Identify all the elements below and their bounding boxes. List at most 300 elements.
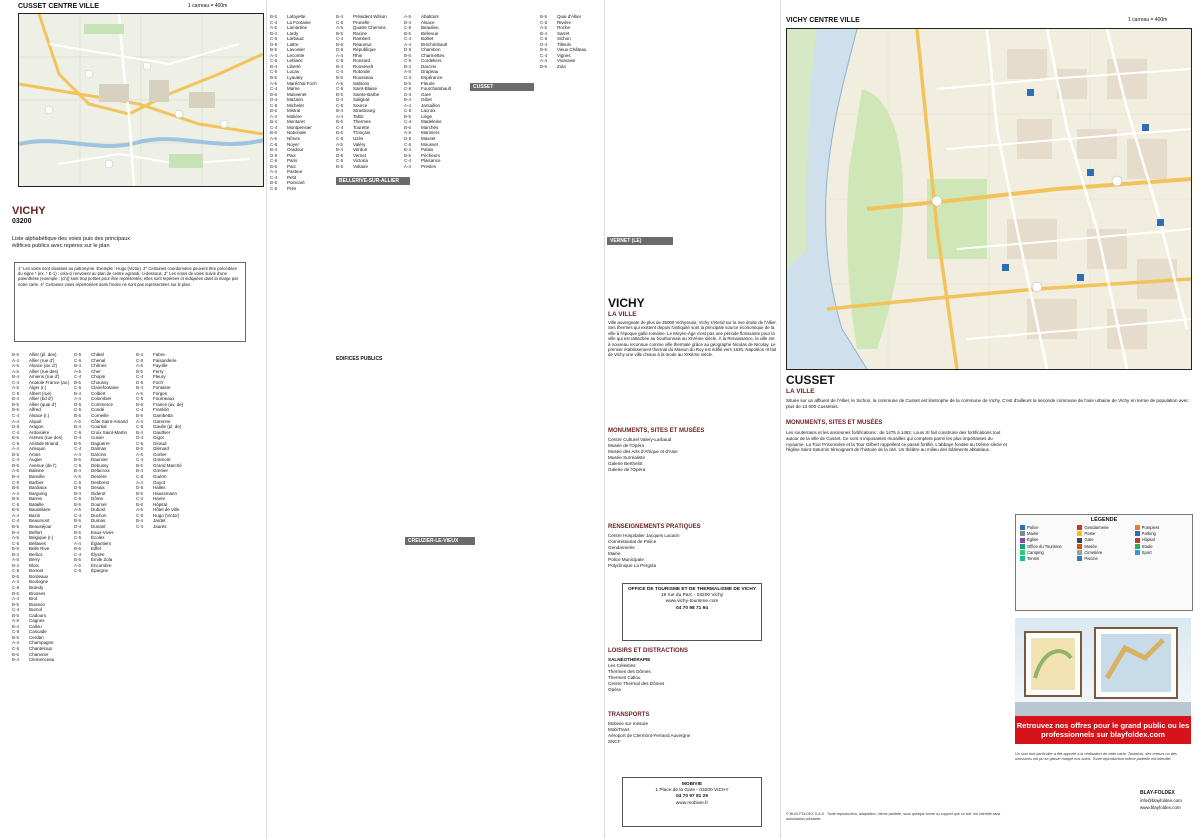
- street-name: Halles: [153, 485, 166, 491]
- grid-ref: B-6: [336, 130, 344, 136]
- street-name: Jarsaillon: [421, 102, 441, 108]
- legend-label: Sport: [1141, 549, 1152, 555]
- grid-ref: C-4: [12, 379, 20, 385]
- index-note: 1° Les voies sont classées au patronyme. Exemple : Hugo (Victor). 2° Certaines coordonnées peuvent être précédées du signe * (ex. * E-1) : cela-ci renvoient au plan de centre agrandi, ci-dessous. 3° Les noms de voies suivis d'une parenthèse (exemple : (ch)) sont trop petites pour être représentés, elles sont repérées et indiquées dans la marge par notre carte. 4° Certaines voies répertoriées dans l'index ne sont pas représentées sur le plan.: [14, 262, 246, 342]
- legend-symbol-icon: [1077, 538, 1082, 543]
- grid-ref: B-5: [12, 590, 20, 596]
- footer-copy: Un soin tout particulier a été apporté à la réalisation de cette carte. Toutefois, des erreurs ou des omissions ont pu se glisser malgré nos soins. Toute reproduction même partielle est interdite.: [1015, 752, 1177, 761]
- street-name: Presles: [421, 163, 437, 169]
- grid-ref: A-5: [74, 507, 82, 513]
- street-name: Maréchal Foch: [287, 80, 317, 86]
- legend-symbol-icon: [1135, 544, 1140, 549]
- index-postcode: 03200: [12, 218, 32, 225]
- grid-ref: A-4: [12, 357, 20, 363]
- street-column-4: [270, 14, 332, 829]
- grid-ref: D-4: [136, 435, 144, 441]
- street-name: Ronsard: [353, 58, 371, 64]
- street-name: Roosevelt: [353, 63, 374, 69]
- legend-title: LÉGENDE: [1090, 517, 1118, 523]
- street-name: Charmettes: [421, 52, 445, 58]
- grid-ref: B-5: [270, 14, 278, 19]
- street-name: Burnol: [29, 607, 43, 613]
- vernet-band: [607, 237, 673, 245]
- street-name: Bordeaux: [29, 573, 49, 579]
- street-name: Dôme: [91, 496, 104, 502]
- legend-symbol-icon: [1020, 525, 1025, 530]
- street-name: Boulogne: [29, 579, 49, 585]
- grid-ref: B-5: [12, 496, 20, 502]
- street-name: Tronçais: [353, 130, 371, 136]
- grid-ref: C-4: [270, 19, 278, 25]
- grid-ref: A-4: [12, 640, 20, 646]
- street-name: Noyer: [287, 141, 300, 147]
- street-name: Alsace (r.): [29, 413, 50, 419]
- grid-ref: C-4: [74, 446, 82, 452]
- street-name: Cerdan: [29, 634, 44, 640]
- grid-ref: A-4: [336, 52, 344, 58]
- street-name: Hôtel de Ville: [153, 507, 180, 513]
- grid-ref: B-6: [336, 41, 344, 47]
- legend-label: Police: [1027, 525, 1039, 530]
- grid-ref: A-4: [12, 490, 20, 496]
- grid-ref: C-5: [74, 462, 82, 468]
- vichy-subtitle: LA VILLE: [608, 311, 637, 318]
- grid-ref: A-4: [540, 58, 548, 64]
- grid-ref: D-5: [12, 424, 20, 430]
- edifices-heading: EDIFICES PUBLICS: [336, 356, 383, 362]
- grid-ref: B-6: [12, 651, 20, 657]
- creuzier-label: CREUZIER-LE-VIEUX: [408, 538, 459, 544]
- street-name: Allier (pl. des): [29, 352, 57, 357]
- monument-item: Galerie de l'Opéra: [608, 467, 646, 472]
- grid-ref: B-5: [336, 75, 344, 81]
- mobivie-phone: 04 70 97 81 29: [675, 794, 708, 800]
- street-name: Rousseau: [353, 75, 374, 81]
- street-name: Écoles: [91, 535, 105, 541]
- grid-ref: A-5: [336, 141, 344, 147]
- grid-ref: D-5: [136, 379, 144, 385]
- street-name: Allier (bd d'): [29, 396, 53, 402]
- street-name: Mousset: [421, 141, 439, 147]
- street-name: Grand Marché: [153, 462, 182, 468]
- grid-ref: A-6: [12, 468, 20, 474]
- grid-ref: C-4: [336, 69, 344, 75]
- grid-ref: C-6: [74, 429, 82, 435]
- grid-ref: C-5: [336, 58, 344, 64]
- mobivie-box: [622, 777, 762, 827]
- street-name: Fontaine: [153, 385, 171, 391]
- street-name: Alger (r.): [29, 385, 47, 391]
- office-phone: 04 70 98 71 94: [675, 605, 708, 611]
- legend-item: [1135, 550, 1188, 555]
- street-name: Duchon: [91, 512, 107, 518]
- street-name: Haussmann: [153, 490, 178, 496]
- legend-label: Gare: [1084, 537, 1094, 543]
- street-name: Brandy: [29, 584, 44, 590]
- street-name: Champagne: [29, 640, 54, 646]
- grid-ref: B-5: [404, 30, 412, 36]
- vernet-label: VERNET (LE): [610, 238, 642, 244]
- street-name: Darcins: [421, 63, 437, 69]
- street-name: Mariniers: [421, 130, 440, 136]
- legend-symbol-icon: [1077, 544, 1082, 549]
- street-name: Chenal: [91, 357, 106, 363]
- street-name: Havre: [153, 496, 166, 502]
- grid-ref: B-5: [404, 152, 412, 158]
- grid-ref: C-4: [12, 413, 20, 419]
- grid-ref: A-5: [136, 390, 144, 396]
- street-name: Beaulieu: [421, 25, 439, 31]
- street-name: Oradour: [287, 147, 304, 153]
- grid-ref: B-4: [136, 352, 144, 357]
- street-name: Baudelaire: [29, 507, 51, 513]
- grid-ref: D-4: [404, 91, 412, 97]
- street-name: Fayolle: [153, 363, 168, 369]
- transport-item: MobiTrans: [608, 727, 630, 732]
- street-name: Buisson: [29, 601, 46, 607]
- grid-ref: B-5: [270, 180, 278, 186]
- street-name: Hôpital: [153, 501, 168, 507]
- grid-ref: C-6: [270, 158, 278, 164]
- street-name: Vernet: [353, 152, 367, 158]
- grid-ref: C-5: [270, 69, 278, 75]
- street-name: Daguerre: [91, 440, 110, 446]
- street-name: Bolliet: [421, 36, 434, 42]
- ad-banner[interactable]: Retrouvez nos offres pour le grand public ou les professionnels sur blayfoldex.com: [1015, 716, 1191, 744]
- street-name: Valéry: [353, 141, 366, 147]
- cusset-monuments-body: Les souterrains et les anciennes fortifications : de 1475 à 1482, Louis XI fait construire des fortifications tout autour de la ville de Cusset. Ce sont 4 imposantes murailles qui comptent parmi les plus importantes du royaume. La Tour Prisonnière et la Tour Gilbert rappellent ce passé fortifié. L'abbaye fondée au IXème siècle et l'église Saint-Saturnin témoignent de l'histoire de la cité. Un théâtre au milieu des bâtiments abbatiaux.: [786, 430, 1007, 453]
- grid-ref: C-6: [540, 36, 548, 42]
- street-name: Doumer: [91, 501, 108, 507]
- street-name: Lafayette: [287, 14, 306, 19]
- office-box: [622, 583, 762, 641]
- grid-ref: C-5: [136, 512, 144, 518]
- street-name: Tilleuls: [557, 41, 571, 47]
- street-entry: [270, 186, 332, 192]
- grid-ref: B-5: [270, 163, 278, 169]
- cusset-map-drawing: [19, 14, 263, 186]
- grid-ref: C-5: [136, 396, 144, 402]
- street-name: Gauthier: [153, 429, 171, 435]
- grid-ref: C-5: [12, 540, 20, 546]
- grid-ref: B-4: [336, 63, 344, 69]
- grid-ref: A-5: [336, 25, 344, 31]
- street-entry: [404, 164, 468, 170]
- street-column-5: [336, 14, 398, 174]
- street-name: Espérance: [421, 75, 443, 81]
- grid-ref: B-4: [540, 30, 548, 36]
- legend-label: Gendarmerie: [1084, 525, 1109, 530]
- grid-ref: A-5: [404, 69, 412, 75]
- street-name: Réaumur: [353, 41, 372, 47]
- street-name: Zola: [557, 63, 566, 69]
- grid-ref: C-4: [12, 457, 20, 463]
- grid-ref: B-4: [270, 147, 278, 153]
- grid-ref: B-5: [12, 435, 20, 441]
- grid-ref: A-4: [270, 169, 278, 175]
- grid-ref: D-5: [74, 485, 82, 491]
- street-name: Sarret: [557, 30, 570, 36]
- street-name: Hugo (Victor): [153, 512, 180, 518]
- loisir-item: Centre Thermal des Dômes: [608, 681, 665, 686]
- grid-ref: C-4: [336, 36, 344, 42]
- street-name: Roche: [557, 25, 571, 31]
- street-name: Jardet: [153, 518, 166, 524]
- grid-ref: A-4: [336, 113, 344, 119]
- legend-label: Cimetière: [1084, 549, 1103, 555]
- street-name: Vieux Château: [557, 47, 587, 53]
- grid-ref: B-5: [136, 446, 144, 452]
- street-name: Ardoisière: [29, 429, 50, 435]
- vichy-map-drawing: [787, 29, 1191, 369]
- grid-ref: C-5: [270, 141, 278, 147]
- grid-ref: A-5: [12, 385, 20, 391]
- legend-label: Stade: [1141, 543, 1153, 549]
- street-name: Fourchambault: [421, 86, 452, 92]
- street-name: Président Wilson: [353, 14, 387, 19]
- grid-ref: B-6: [136, 401, 144, 407]
- grid-ref: C-4: [336, 124, 344, 130]
- street-name: Albert (rue): [29, 390, 52, 396]
- grid-ref: C-5: [12, 501, 20, 507]
- street-name: Mazarin: [287, 97, 304, 103]
- grid-ref: C-4: [270, 86, 278, 92]
- legend-item: [1020, 544, 1073, 549]
- street-name: Montaret: [287, 119, 305, 125]
- street-name: République: [353, 47, 376, 53]
- grid-ref: B-5: [74, 413, 82, 419]
- grid-ref: C-6: [74, 357, 82, 363]
- mobivie-website[interactable]: www.mobivie.fr: [675, 800, 709, 806]
- vichy-map[interactable]: [786, 28, 1192, 370]
- grid-ref: B-6: [540, 63, 548, 69]
- street-name: Callou: [29, 623, 42, 629]
- grid-ref: C-4: [74, 512, 82, 518]
- street-name: Bellevue: [421, 30, 439, 36]
- grid-ref: B-5: [74, 557, 82, 563]
- grid-ref: B-4: [74, 424, 82, 430]
- grid-ref: C-4: [540, 52, 548, 58]
- street-name: Bonnet: [29, 568, 44, 574]
- street-name: Montpensier: [287, 124, 312, 130]
- renseignement-item: Centre Hospitalier Jacques Lacarin: [608, 533, 680, 538]
- bellerive-label: BELLERIVE-SUR-ALLIER: [339, 178, 399, 184]
- grid-ref: B-4: [136, 518, 144, 524]
- grid-ref: B-4: [12, 374, 20, 380]
- cusset-map-title: CUSSET CENTRE VILLE: [18, 3, 99, 10]
- street-name: Allier (rue des): [29, 368, 59, 374]
- grid-ref: C-5: [74, 407, 82, 413]
- grid-ref: B-5: [74, 379, 82, 385]
- street-name: Aristide Briand: [29, 440, 59, 446]
- street-name: Cagnes: [29, 618, 45, 624]
- street-name: Tourette: [353, 124, 370, 130]
- street-name: Berry: [29, 557, 40, 563]
- office-address: 19 rue du Parc - 03200 Vichy: [660, 593, 724, 599]
- legend-item: [1135, 544, 1188, 549]
- map-legend: [1015, 514, 1193, 611]
- street-name: Aragon: [29, 424, 44, 430]
- street-name: Nîmes: [287, 136, 301, 142]
- grid-ref: C-5: [404, 141, 412, 147]
- cusset-title: CUSSET: [786, 373, 835, 387]
- grid-ref: A-4: [404, 102, 412, 108]
- street-name: Michelet: [287, 102, 304, 108]
- renseignement-item: Gendarmerie: [608, 545, 635, 550]
- grid-ref: B-5: [136, 413, 144, 419]
- grid-ref: C-6: [404, 86, 412, 92]
- grid-ref: A-5: [74, 368, 82, 374]
- transport-item: Mobivie sur mesure: [608, 721, 649, 726]
- vichy-loisirs-title: LOISIRS ET DISTRACTIONS: [608, 648, 689, 654]
- street-column-6: [404, 14, 468, 534]
- street-name: Élysée: [91, 551, 105, 557]
- legend-symbol-icon: [1020, 556, 1025, 561]
- grid-ref: B-5: [12, 601, 20, 607]
- street-name: Molière: [287, 113, 302, 119]
- grid-ref: C-5: [12, 645, 20, 651]
- street-name: Chambon: [421, 47, 441, 53]
- grid-ref: C-4: [12, 607, 20, 613]
- creuzier-band: [405, 537, 475, 545]
- street-name: Fabre: [153, 352, 165, 357]
- street-name: Leblanc: [287, 58, 303, 64]
- street-name: Foch: [153, 379, 164, 385]
- street-name: Quatre Chemins: [353, 25, 386, 31]
- footer-email[interactable]: info@blayfoldex.com: [1140, 798, 1182, 803]
- street-name: Berlioz: [29, 551, 43, 557]
- street-name: Chanvrier: [29, 651, 49, 657]
- vichy-map-title: VICHY CENTRE VILLE: [786, 17, 860, 24]
- ad-image[interactable]: [1015, 618, 1191, 716]
- street-name: Avenue (de l'): [29, 462, 57, 468]
- street-name: Commerce: [91, 401, 114, 407]
- transport-item: Aéroport de Clermont-Ferrand Auvergne: [608, 733, 691, 738]
- office-website[interactable]: www.vichy-tourisme.com: [665, 599, 719, 605]
- grid-ref: A-5: [270, 25, 278, 31]
- street-name: Ferry: [153, 368, 164, 374]
- grid-ref: B-5: [74, 518, 82, 524]
- grid-ref: D-5: [136, 485, 144, 491]
- street-name: Marne: [287, 86, 300, 92]
- renseignement-item: Mairie: [608, 551, 621, 556]
- street-name: Beaumont: [29, 518, 50, 524]
- street-name: Liège: [421, 113, 433, 119]
- grid-ref: B-6: [12, 485, 20, 491]
- legend-item: [1077, 525, 1130, 530]
- bellerive-band: [336, 177, 410, 185]
- street-name: Clairefontaine: [91, 385, 119, 391]
- street-name: La Fontaine: [287, 19, 311, 25]
- cusset-map[interactable]: [18, 13, 264, 187]
- street-name: Colombier: [91, 396, 112, 402]
- street-name: Source: [353, 102, 368, 108]
- street-name: Choussy: [91, 379, 109, 385]
- grid-ref: B-4: [404, 97, 412, 103]
- grid-ref: B-4: [74, 363, 82, 369]
- street-name: Jaurès: [153, 523, 167, 529]
- street-name: Arlequin: [29, 446, 46, 452]
- street-name: Amiens (rue d'): [29, 374, 60, 380]
- street-entry: [540, 64, 602, 70]
- index-subtitle: Liste alphabétique des voies puis des principaux édifices publics avec repères sur le plan: [12, 236, 131, 249]
- footer-publisher: BLAY-FOLDEX: [1140, 790, 1175, 796]
- street-name: Rotonde: [353, 69, 371, 75]
- legend-item: [1077, 550, 1130, 555]
- grid-ref: D-4: [540, 41, 548, 47]
- street-name: Cuvier: [91, 435, 105, 441]
- street-name: Fleury: [153, 374, 166, 380]
- grid-ref: B-5: [136, 462, 144, 468]
- grid-ref: B-4: [12, 396, 20, 402]
- vichy-renseignements-list: [608, 533, 778, 569]
- grid-ref: B-6: [270, 91, 278, 97]
- grid-ref: C-6: [336, 86, 344, 92]
- grid-ref: B-5: [12, 523, 20, 529]
- legend-item: [1135, 537, 1188, 542]
- grid-ref: C-5: [12, 479, 20, 485]
- street-name: France (av. de): [153, 401, 184, 407]
- grid-ref: C-6: [74, 496, 82, 502]
- renseignement-item: Polyclinique La Pergola: [608, 563, 657, 568]
- footer-web[interactable]: www.blayfoldex.com: [1140, 805, 1181, 810]
- grid-ref: B-4: [404, 19, 412, 25]
- street-name: Giraud: [153, 440, 167, 446]
- street-name: Colbert: [91, 390, 106, 396]
- street-name: Gambetta: [153, 413, 173, 419]
- legend-symbol-icon: [1135, 538, 1140, 543]
- grid-ref: C-5: [12, 568, 20, 574]
- grid-ref: A-4: [270, 52, 278, 58]
- street-name: Dalmas: [91, 446, 107, 452]
- grid-ref: C-4: [404, 36, 412, 42]
- grid-ref: B-5: [336, 119, 344, 125]
- grid-ref: C-5: [270, 185, 278, 191]
- office-name: OFFICE DE TOURISME ET DE THERMALISME DE VICHY: [627, 587, 757, 592]
- grid-ref: A-5: [12, 557, 20, 563]
- vichy-map-scale: 1 carreau = 400m: [1128, 17, 1168, 23]
- grid-ref: A-4: [136, 479, 144, 485]
- street-name: Croix Saint-Martin: [91, 429, 128, 435]
- legend-item: [1077, 544, 1130, 549]
- street-entry: [12, 657, 72, 663]
- grid-ref: A-5: [12, 368, 20, 374]
- grid-ref: B-5: [336, 30, 344, 36]
- grid-ref: C-4: [136, 496, 144, 502]
- street-name: Chopin: [91, 374, 106, 380]
- street-column-7: [540, 14, 602, 134]
- street-column-2: [74, 352, 134, 832]
- grid-ref: C-5: [136, 474, 144, 480]
- street-name: Baleine: [29, 468, 45, 474]
- vichy-transports-list: [608, 721, 778, 745]
- grid-ref: B-5: [540, 47, 548, 53]
- street-name: Abattoirs: [421, 14, 439, 19]
- loisir-item: Thermes Callou: [608, 675, 641, 680]
- cusset-band: [470, 83, 534, 91]
- street-name: Marchés: [421, 124, 439, 130]
- grid-ref: B-4: [12, 562, 20, 568]
- grid-ref: D-4: [270, 97, 278, 103]
- grid-ref: C-5: [336, 19, 344, 25]
- street-name: Faisanderie: [153, 357, 177, 363]
- street-name: Desaix: [91, 485, 105, 491]
- legend-symbol-icon: [1020, 550, 1025, 555]
- street-name: Artois: [29, 451, 41, 457]
- grid-ref: D-5: [404, 136, 412, 142]
- legend-grid: [1016, 523, 1192, 563]
- street-name: Gare: [421, 91, 432, 97]
